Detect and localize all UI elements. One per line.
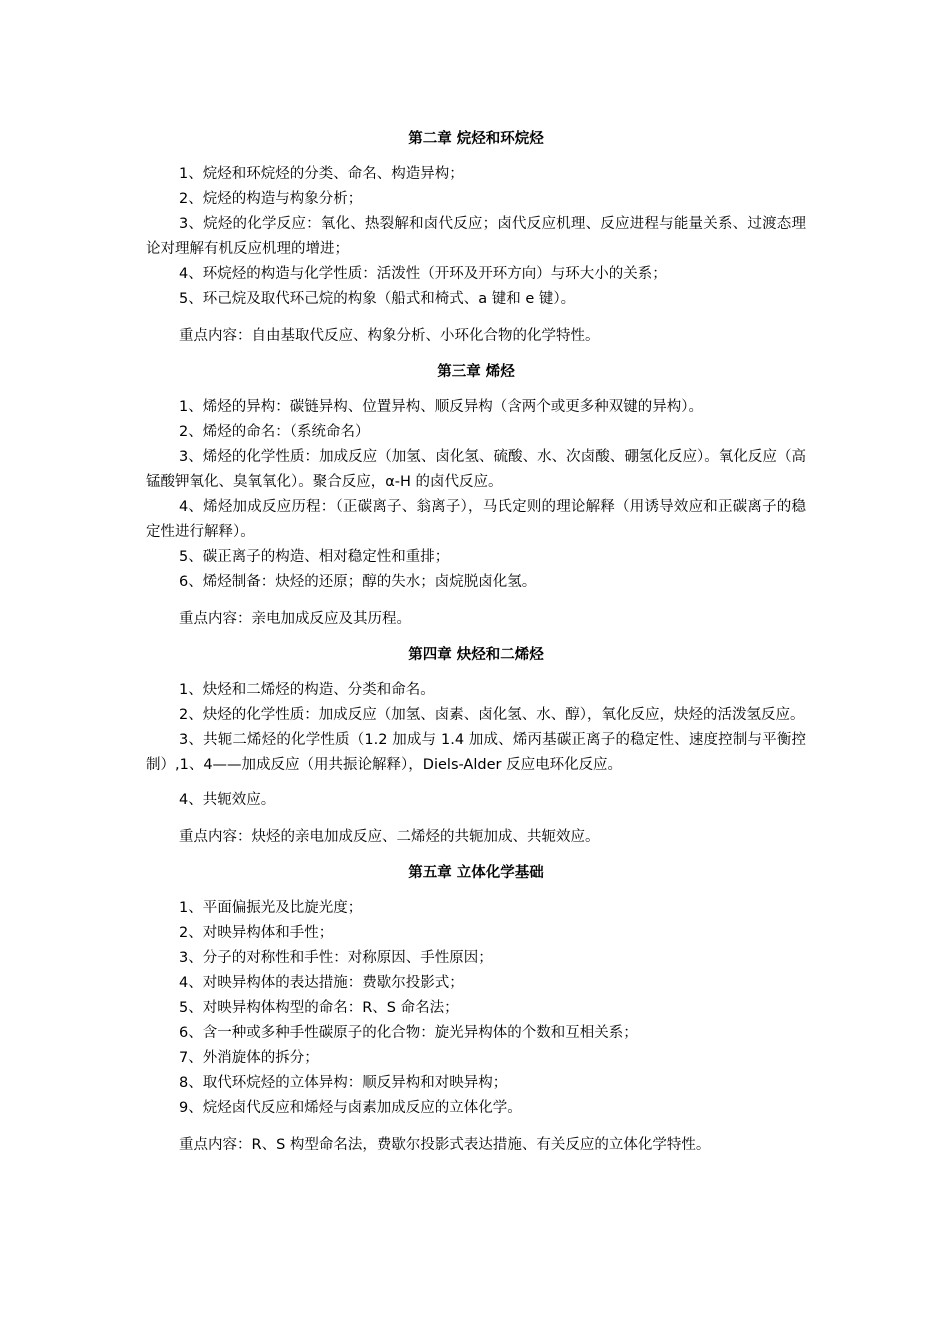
key-point: 重点内容：R、S 构型命名法，费歇尔投影式表达措施、有关反应的立体化学特性。 — [179, 1137, 711, 1153]
list-item: 3、烯烃的化学性质：加成反应（加氢、卤化氢、硫酸、水、次卤酸、硼氢化反应）。氧化反应（高锰酸钾氧化、臭氧氧化）。聚合反应，α-H 的卤代反应。 — [146, 449, 806, 490]
list-item: 1、平面偏振光及比旋光度； — [179, 900, 363, 916]
chapter-title: 第四章 炔烃和二烯烃 — [408, 647, 544, 663]
chapter-title: 第五章 立体化学基础 — [408, 865, 544, 881]
list-item: 2、炔烃的化学性质：加成反应（加氢、卤素、卤化氢、水、醇），氧化反应，炔烃的活泼氢反应。 — [179, 707, 805, 723]
document-body — [146, 127, 806, 1169]
chapter-section — [146, 127, 806, 349]
list-item: 2、烷烃的构造与构象分析； — [179, 191, 363, 207]
list-item: 4、共轭效应。 — [179, 792, 276, 808]
list-item: 2、对映异构体和手性； — [179, 925, 334, 941]
list-item: 1、炔烃和二烯烃的构造、分类和命名。 — [179, 682, 435, 698]
list-item: 3、烷烃的化学反应：氧化、热裂解和卤代反应；卤代反应机理、反应进程与能量关系、过渡态理论对理解有机反应机理的增进； — [146, 216, 806, 257]
list-item: 2、烯烃的命名：（系统命名） — [179, 424, 370, 440]
list-item: 4、环烷烃的构造与化学性质：活泼性（开环及开环方向）与环大小的关系； — [179, 266, 667, 282]
list-item: 3、共轭二烯烃的化学性质（1.2 加成与 1.4 加成、烯丙基碳正离子的稳定性、速度控制与平衡控制）,1、4——加成反应（用共振论解释），Diels-Alder 反应电环化反应。 — [146, 732, 806, 773]
chapter-title: 第三章 烯烃 — [437, 364, 515, 380]
chapter-section — [146, 643, 806, 850]
list-item: 6、烯烃制备：炔烃的还原；醇的失水；卤烷脱卤化氢。 — [179, 574, 537, 590]
list-item: 1、烯烃的异构：碳链异构、位置异构、顺反异构（含两个或更多种双键的异构）。 — [179, 399, 703, 415]
list-item: 4、对映异构体的表达措施：费歇尔投影式； — [179, 975, 464, 991]
list-item: 1、烷烃和环烷烃的分类、命名、构造异构； — [179, 166, 464, 182]
list-item: 8、取代环烷烃的立体异构：顺反异构和对映异构； — [179, 1075, 508, 1091]
list-item: 5、对映异构体构型的命名：R、S 命名法； — [179, 1000, 459, 1016]
list-item: 4、烯烃加成反应历程：（正碳离子、翁离子），马氏定则的理论解释（用诱导效应和正碳离子的稳定性进行解释）。 — [146, 499, 806, 540]
key-point: 重点内容：自由基取代反应、构象分析、小环化合物的化学特性。 — [179, 328, 600, 344]
key-point: 重点内容：炔烃的亲电加成反应、二烯烃的共轭加成、共轭效应。 — [179, 829, 600, 845]
list-item: 9、烷烃卤代反应和烯烃与卤素加成反应的立体化学。 — [179, 1100, 522, 1116]
list-item: 7、外消旋体的拆分； — [179, 1050, 319, 1066]
chapter-title: 第二章 烷烃和环烷烃 — [408, 131, 544, 147]
list-item: 5、碳正离子的构造、相对稳定性和重排； — [179, 549, 450, 565]
key-point: 重点内容：亲电加成反应及其历程。 — [179, 611, 411, 627]
list-item: 5、环己烷及取代环己烷的构象（船式和椅式、a 键和 e 键）。 — [179, 291, 576, 307]
list-item: 6、含一种或多种手性碳原子的化合物：旋光异构体的个数和互相关系； — [179, 1025, 638, 1041]
chapter-section — [146, 360, 806, 632]
chapter-section — [146, 861, 806, 1158]
list-item: 3、分子的对称性和手性：对称原因、手性原因； — [179, 950, 493, 966]
